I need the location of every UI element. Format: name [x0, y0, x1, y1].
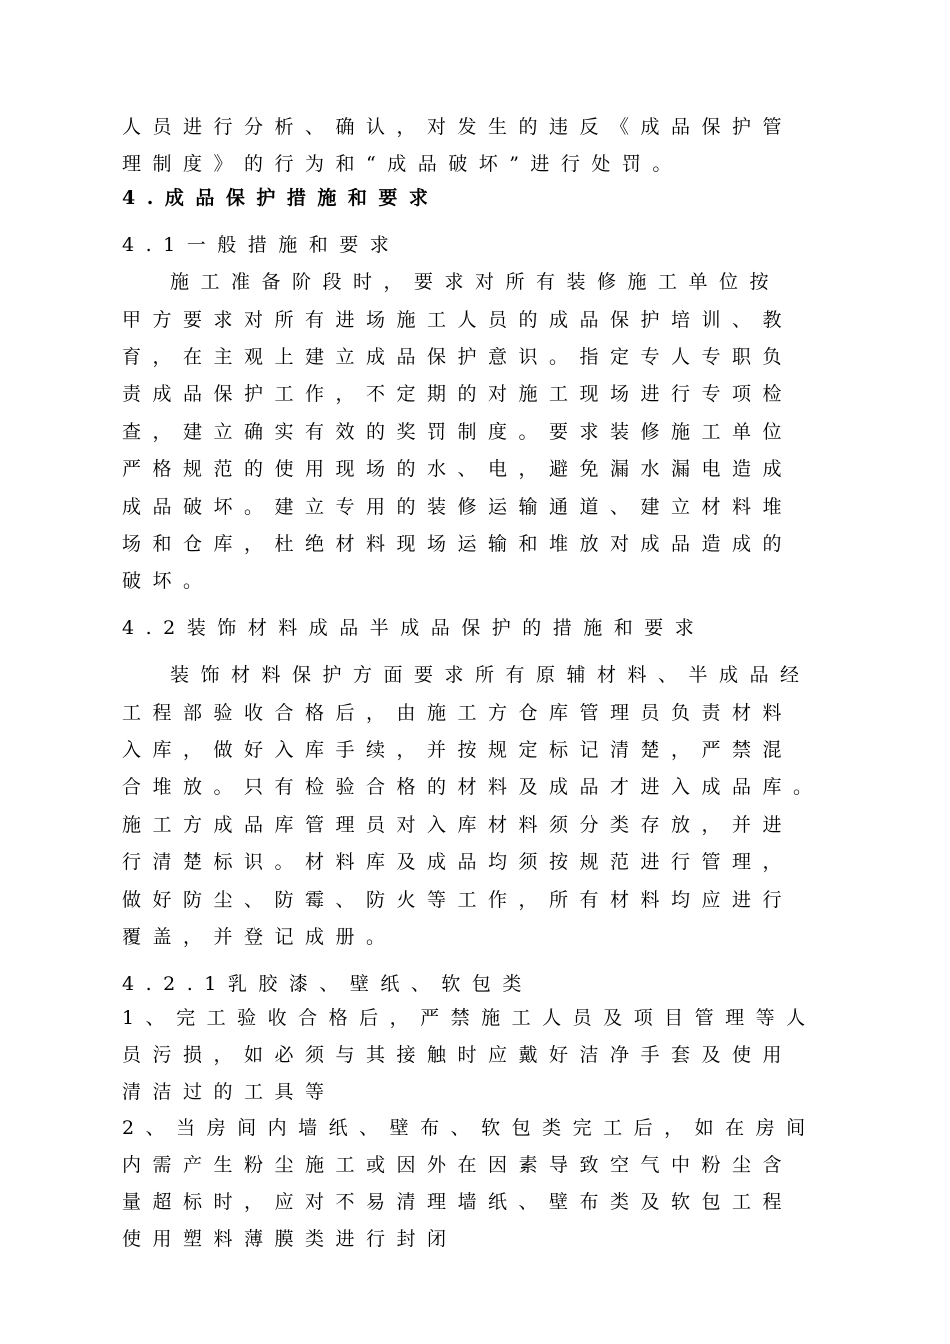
paragraph-line: 施工准备阶段时，要求对所有装修施工单位按 [170, 271, 781, 293]
paragraph-line: 成品破坏。建立专用的装修运输通道、建立材料堆 [122, 496, 794, 518]
paragraph-line: 育，在主观上建立成品保护意识。指定专人专职负 [122, 346, 794, 368]
section-heading: 4.成品保护措施和要求 [122, 187, 440, 209]
paragraph-line: 覆盖，并登记成册。 [122, 926, 397, 948]
paragraph-line: 使用塑料薄膜类进行封闭 [122, 1228, 458, 1250]
paragraph-line: 量超标时，应对不易清理墙纸、壁布类及软包工程 [122, 1191, 794, 1213]
paragraph-line: 内需产生粉尘施工或因外在因素导致空气中粉尘含 [122, 1154, 794, 1176]
paragraph-line: 入库，做好入库手续，并按规定标记清楚，严禁混 [122, 739, 794, 761]
paragraph-line: 严格规范的使用现场的水、电，避免漏水漏电造成 [122, 458, 794, 480]
paragraph-line: 行清楚标识。材料库及成品均须按规范进行管理， [122, 851, 794, 873]
paragraph-line: 清洁过的工具等 [122, 1081, 336, 1103]
paragraph-line: 员污损，如必须与其接触时应戴好洁净手套及使用 [122, 1044, 794, 1066]
paragraph-line: 甲方要求对所有进场施工人员的成品保护培训、教 [122, 309, 794, 331]
paragraph-line: 人员进行分析、确认，对发生的违反《成品保护管 [122, 116, 794, 138]
subsection-heading: 4.1一般措施和要求 [122, 234, 401, 256]
paragraph-line: 做好防尘、防霉、防火等工作，所有材料均应进行 [122, 889, 794, 911]
paragraph-line: 责成品保护工作，不定期的对施工现场进行专项检 [122, 383, 794, 405]
paragraph-line: 施工方成品库管理员对入库材料须分类存放，并进 [122, 814, 794, 836]
paragraph-line: 2、当房间内墙纸、壁布、软包类完工后，如在房间 [122, 1117, 817, 1139]
paragraph-line: 破坏。 [122, 570, 214, 592]
paragraph-line: 合堆放。只有检验合格的材料及成品才进入成品库。 [122, 776, 824, 798]
subsection-heading: 4.2装饰材料成品半成品保护的措施和要求 [122, 617, 706, 639]
paragraph-line: 场和仓库，杜绝材料现场运输和堆放对成品造成的 [122, 533, 794, 555]
paragraph-line: 理制度》的行为和“成品破坏”进行处罚。 [122, 153, 683, 175]
paragraph-line: 查，建立确实有效的奖罚制度。要求装修施工单位 [122, 421, 794, 443]
subsection-heading: 4.2.1乳胶漆、壁纸、软包类 [122, 973, 533, 995]
paragraph-line: 工程部验收合格后，由施工方仓库管理员负责材料 [122, 702, 794, 724]
paragraph-line: 装饰材料保护方面要求所有原辅材料、半成品经 [170, 664, 811, 686]
paragraph-line: 1、完工验收合格后，严禁施工人员及项目管理等人 [122, 1007, 817, 1029]
